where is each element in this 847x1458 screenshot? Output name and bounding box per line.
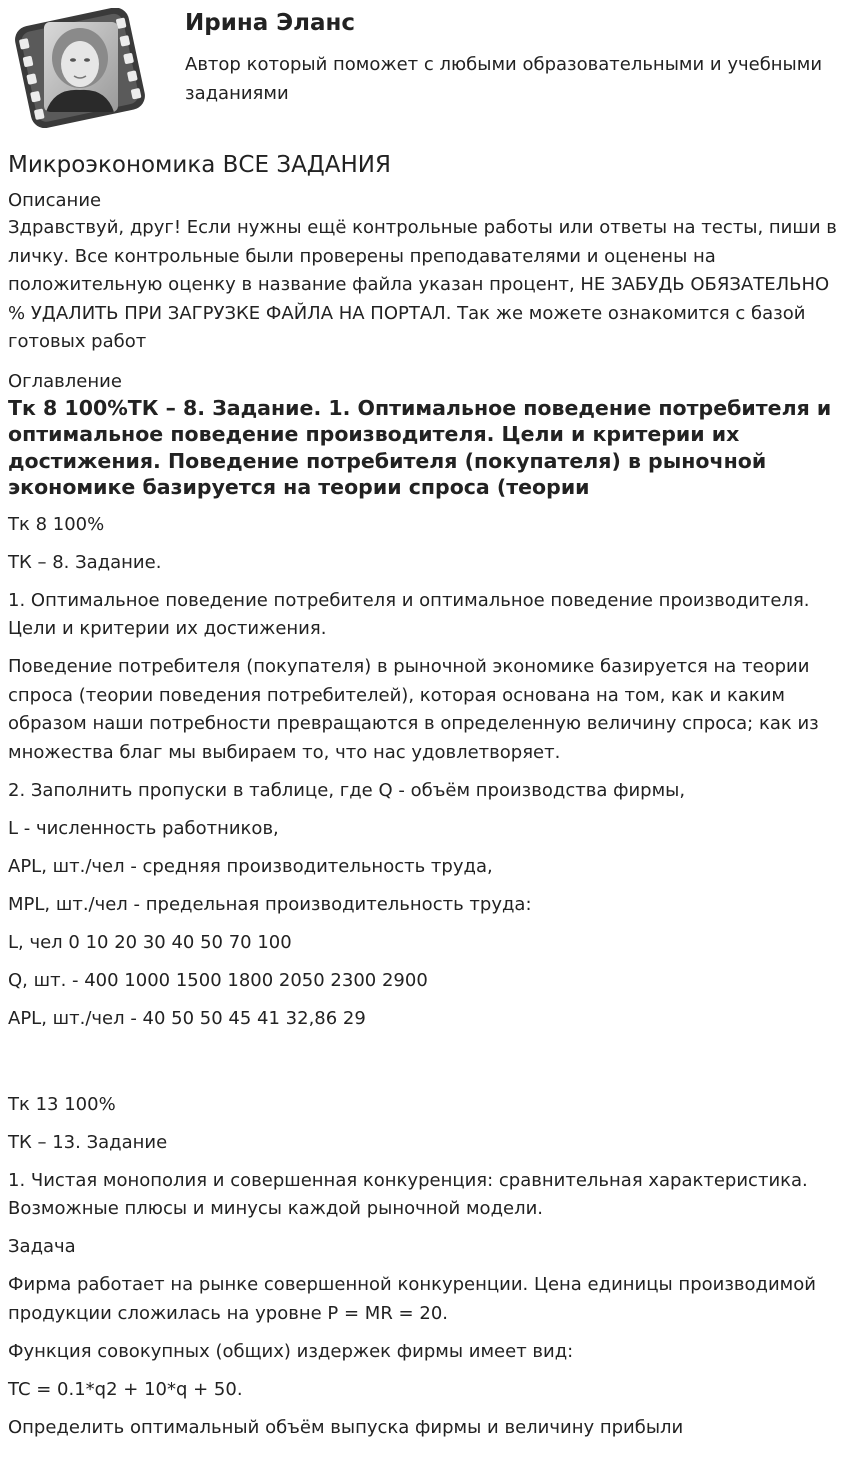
body-paragraph: Поведение потребителя (покупателя) в рыночной экономике базируется на теории спроса (теории поведения потребителей), которая основана на том, как и каким образом наши потребности превращаются в определенную величину спроса; как из множества благ мы выбираем то, что нас удовлетворяет. bbox=[8, 656, 819, 763]
body-paragraph: Фирма работает на рынке совершенной конкуренции. Цена единицы производимой продукции сложилась на уровне P = MR = 20. bbox=[8, 1274, 816, 1324]
body-paragraph: L, чел 0 10 20 30 40 50 70 100 bbox=[8, 931, 292, 953]
toc-label: Оглавление bbox=[8, 370, 122, 392]
toc-title: Тк 8 100%ТК – 8. Задание. 1. Оптимальное поведение потребителя и оптимальное поведение производителя. Цели и критерии их достижения. Поведение потребителя (покупателя) в рыночной экономике базируется на теории спроса (теории bbox=[8, 395, 832, 499]
body-paragraph: Задача bbox=[8, 1236, 76, 1257]
description-label: Описание bbox=[8, 190, 102, 211]
body-paragraph: Q, шт. - 400 1000 1500 1800 2050 2300 2900 bbox=[8, 969, 428, 991]
body-paragraph: ТК – 13. Задание bbox=[8, 1131, 168, 1153]
body-paragraph: Тк 8 100% bbox=[8, 513, 105, 535]
blank-line bbox=[8, 1043, 842, 1091]
body-paragraph: Тк 13 100% bbox=[8, 1093, 116, 1115]
work-body bbox=[8, 511, 842, 1443]
body-paragraph: L - численность работников, bbox=[8, 817, 279, 839]
author-description: Автор который поможет с любыми образовательными и учебными заданиями bbox=[185, 54, 823, 104]
body-paragraph: 2. Заполнить пропуски в таблице, где Q - объём производства фирмы, bbox=[8, 779, 686, 801]
body-paragraph: APL, шт./чел - 40 50 50 45 41 32,86 29 bbox=[8, 1007, 366, 1029]
author-header bbox=[0, 0, 847, 140]
body-paragraph: Функция совокупных (общих) издержек фирмы имеет вид: bbox=[8, 1340, 574, 1362]
body-paragraph: 1. Чистая монополия и совершенная конкуренция: сравнительная характеристика. Возможные плюсы и минусы каждой рыночной модели. bbox=[8, 1169, 808, 1219]
body-paragraph: MPL, шт./чел - предельная производительность труда: bbox=[8, 893, 532, 915]
body-paragraph: Определить оптимальный объём выпуска фирмы и величину прибыли bbox=[8, 1416, 684, 1438]
body-paragraph: ТК – 8. Задание. bbox=[8, 551, 162, 573]
film-frame-avatar-image bbox=[8, 8, 150, 128]
page-title: Микроэкономика ВСЕ ЗАДАНИЯ bbox=[8, 152, 391, 178]
body-paragraph: APL, шт./чел - средняя производительность труда, bbox=[8, 855, 493, 877]
author-avatar[interactable] bbox=[8, 8, 150, 128]
body-paragraph: TC = 0.1*q2 + 10*q + 50. bbox=[8, 1378, 243, 1400]
author-name[interactable]: Ирина Эланс bbox=[185, 10, 356, 36]
body-paragraph: 1. Оптимальное поведение потребителя и оптимальное поведение производителя. Цели и критерии их достижения. bbox=[8, 589, 810, 639]
description-text: Здравствуй, друг! Если нужны ещё контрольные работы или ответы на тесты, пиши в личку. Все контрольные были проверены преподавателями и оценены на положительную оценку в название файла указан процент, НЕ ЗАБУДЬ ОБЯЗАТЕЛЬНО % УДАЛИТЬ ПРИ ЗАГРУЗКЕ ФАЙЛА НА ПОРТАЛ. Так же можете ознакомится с базой готовых работ bbox=[8, 217, 837, 352]
main-content bbox=[8, 148, 842, 1452]
